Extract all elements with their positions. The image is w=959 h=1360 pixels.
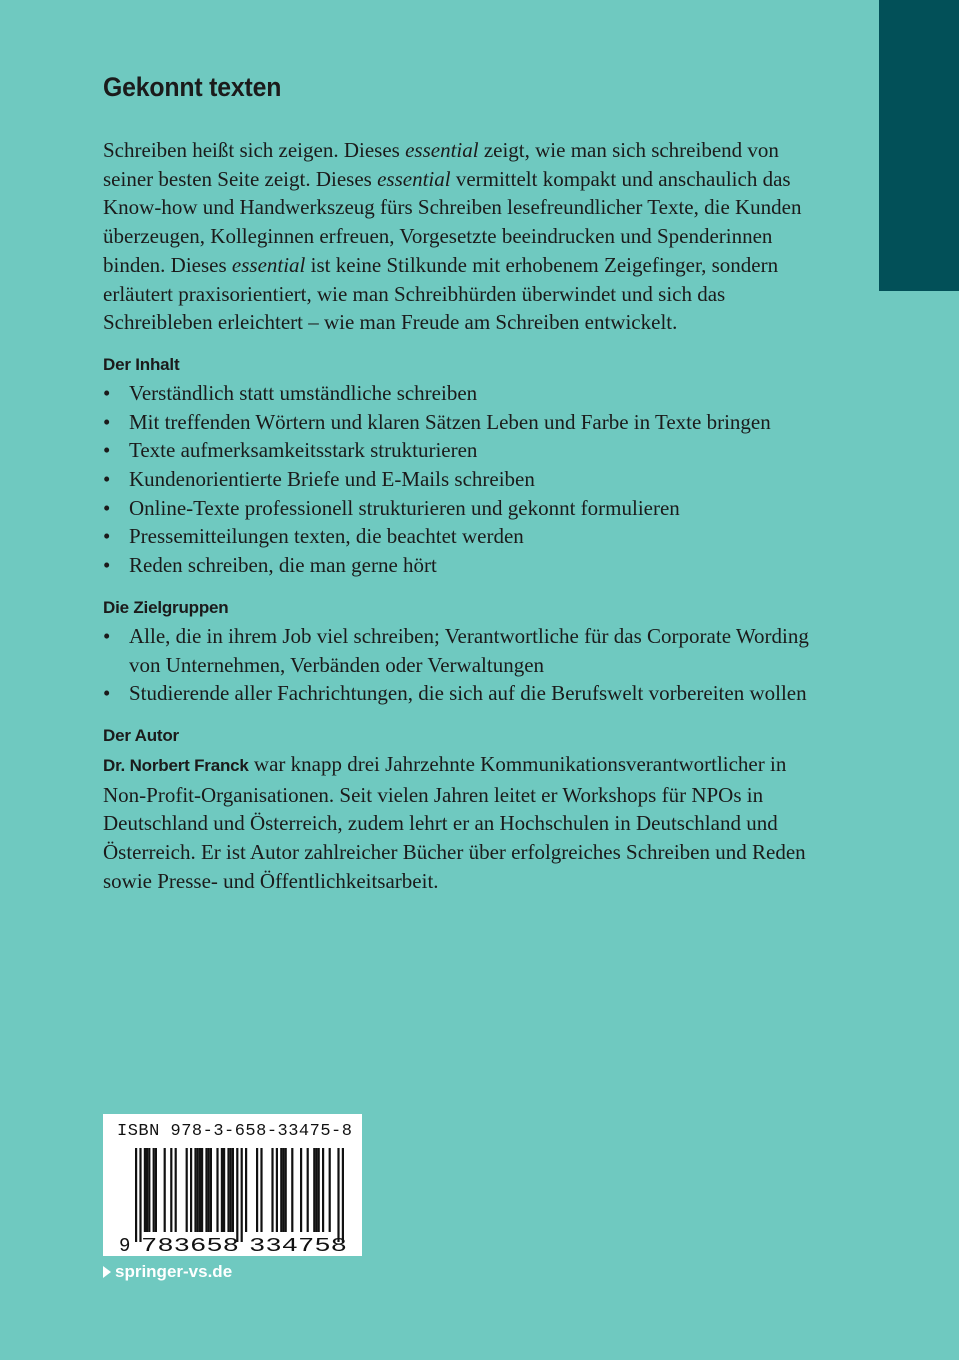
barcode-bar [245,1148,247,1232]
barcode-bar [199,1148,201,1232]
play-arrow-icon [103,1266,111,1278]
barcode-bar [318,1148,320,1232]
barcode-bar [148,1148,150,1232]
barcode-bar [135,1148,137,1242]
spine-color-tab [879,0,959,291]
barcode-digits-right: 334758 [249,1235,347,1256]
list-item-text: Alle, die in ihrem Job viel schreiben; Verantwortliche für das Corporate Wording von Unternehmen, Verbänden oder Verwaltungen [129,623,809,677]
cover-text [103,136,828,895]
barcode-bar [170,1148,172,1232]
intro-paragraph [103,136,828,337]
list-item-text: Texte aufmerksamkeitsstark strukturieren [129,438,478,463]
barcode-bar [227,1148,229,1232]
barcode-bar [300,1148,302,1232]
barcode-digit-first: 9 [119,1235,131,1256]
barcode-bar [186,1148,188,1232]
bullet-icon: • [103,681,111,706]
bullet-icon: • [103,495,111,520]
barcode-bars [135,1148,344,1242]
barcode-bar [190,1148,192,1232]
barcode-bar [205,1148,207,1232]
barcode-bar [144,1148,146,1232]
audience-list [103,622,828,708]
barcode-bar [313,1148,315,1232]
barcode-bar [276,1148,278,1232]
bullet-icon: • [103,380,111,405]
list-item-text: Kundenorientierte Briefe und E-Mails schreiben [129,467,535,492]
barcode-bar [256,1148,258,1232]
section-heading-author: Der Autor [103,725,179,745]
author-bio-text: war knapp drei Jahrzehnte Kommunikationsverantwortlicher in Non-Profit-Organisationen. Seit vielen Jahren leitet er Workshops für NPOs in Deutschland und Österreich, zudem lehrt er an Hochschulen in Deutschland und Österreich. Er ist Autor zahlreicher Bücher über erfolgreiches Schreiben und Reden sowie Presse- und Öffentlichkeitsarbeit. [103,751,806,893]
barcode-bar [210,1148,212,1232]
barcode-bar [230,1148,232,1232]
intro-text-4: ist keine Stilkunde mit erhobenem Zeigefinger, sondern erläutert praxisorientiert, wie man Schreibhürden überwindet und sich das Schreibleben erleichtert – wie man Freude am Schreiben entwickelt. [103,252,779,335]
list-item [103,465,828,494]
barcode-bar [236,1148,238,1242]
barcode-bar [285,1148,287,1232]
list-item-text: Online-Texte professionell strukturieren und gekonnt formulieren [129,495,680,520]
barcode-bar [201,1148,203,1232]
barcode-bar [260,1148,262,1232]
isbn-label: ISBN 978-3-658-33475-8 [117,1122,353,1141]
list-item [103,408,828,437]
list-item [103,679,828,708]
barcode-bar [223,1148,225,1232]
list-item-text: Studierende aller Fachrichtungen, die sich auf die Berufswelt vorbereiten wollen [129,681,807,706]
intro-emphasis-2: essential [377,166,451,191]
author-bio [103,750,828,896]
bullet-icon: • [103,438,111,463]
bullet-icon: • [103,623,111,648]
intro-emphasis-1: essential [405,138,479,162]
barcode-bar [315,1148,317,1232]
list-item-text: Pressemitteilungen texten, die beachtet werden [129,524,524,549]
barcode-bar [153,1148,155,1232]
intro-text-3: vermittelt kompakt und anschaulich das Know-how und Handwerkszeug fürs Schreiben lesefreundlicher Texte, die Kunden überzeugen, Kolleginnen erfreuen, Vorgesetzte beeindrucken und Spenderinnen binden. Dieses [103,166,802,277]
barcode-bar [241,1148,243,1242]
list-item [103,522,828,551]
bullet-icon: • [103,467,111,492]
barcode-bar [307,1148,309,1232]
barcode-bar [194,1148,196,1232]
intro-text-2: zeigt, wie man sich schreibend von seiner besten Seite zeigt. Dieses [103,138,779,191]
list-item-text: Mit treffenden Wörtern und klaren Sätzen Leben und Farbe in Texte bringen [129,409,771,434]
barcode-bar [175,1148,177,1232]
section-content [103,351,828,580]
barcode-bar [208,1148,210,1232]
barcode-bar [280,1148,282,1232]
barcode-bar [322,1148,324,1232]
barcode-bar [139,1148,141,1242]
bullet-icon: • [103,409,111,434]
author-name: Dr. Norbert Franck [103,755,249,775]
section-heading-content: Der Inhalt [103,354,180,374]
barcode-bar [164,1148,166,1232]
intro-text-1: Schreiben heißt sich zeigen. Dieses [103,138,406,162]
bullet-icon: • [103,524,111,549]
section-heading-audience: Die Zielgruppen [103,597,229,617]
intro-emphasis-3: essential [231,252,306,277]
list-item-text: Verständlich statt umständliche schreiben [129,380,478,405]
publisher-website[interactable] [103,1262,232,1282]
list-item [103,622,828,679]
barcode-bar [155,1148,157,1232]
section-author [103,722,828,896]
content-list [103,379,828,580]
barcode-bar [197,1148,199,1232]
bullet-icon: • [103,553,111,578]
barcode-bar [329,1148,331,1232]
list-item-text: Reden schreiben, die man gerne hört [129,553,437,578]
list-item [103,436,828,465]
barcode-bar [342,1148,344,1242]
barcode-bar [216,1148,218,1232]
barcode-bar [271,1148,273,1232]
barcode-digits-left: 783658 [141,1235,239,1256]
barcode-bar [282,1148,284,1232]
list-item [103,494,828,523]
website-text: springer-vs.de [115,1262,233,1281]
barcode-bar [146,1148,148,1232]
barcode-bar [291,1148,293,1232]
barcode-bar [221,1148,223,1232]
barcode-bar [337,1148,339,1242]
book-title: Gekonnt texten [103,72,282,102]
barcode-bar [232,1148,234,1232]
isbn-barcode [103,1114,362,1256]
list-item [103,551,828,580]
section-audience [103,594,828,708]
list-item [103,379,828,408]
